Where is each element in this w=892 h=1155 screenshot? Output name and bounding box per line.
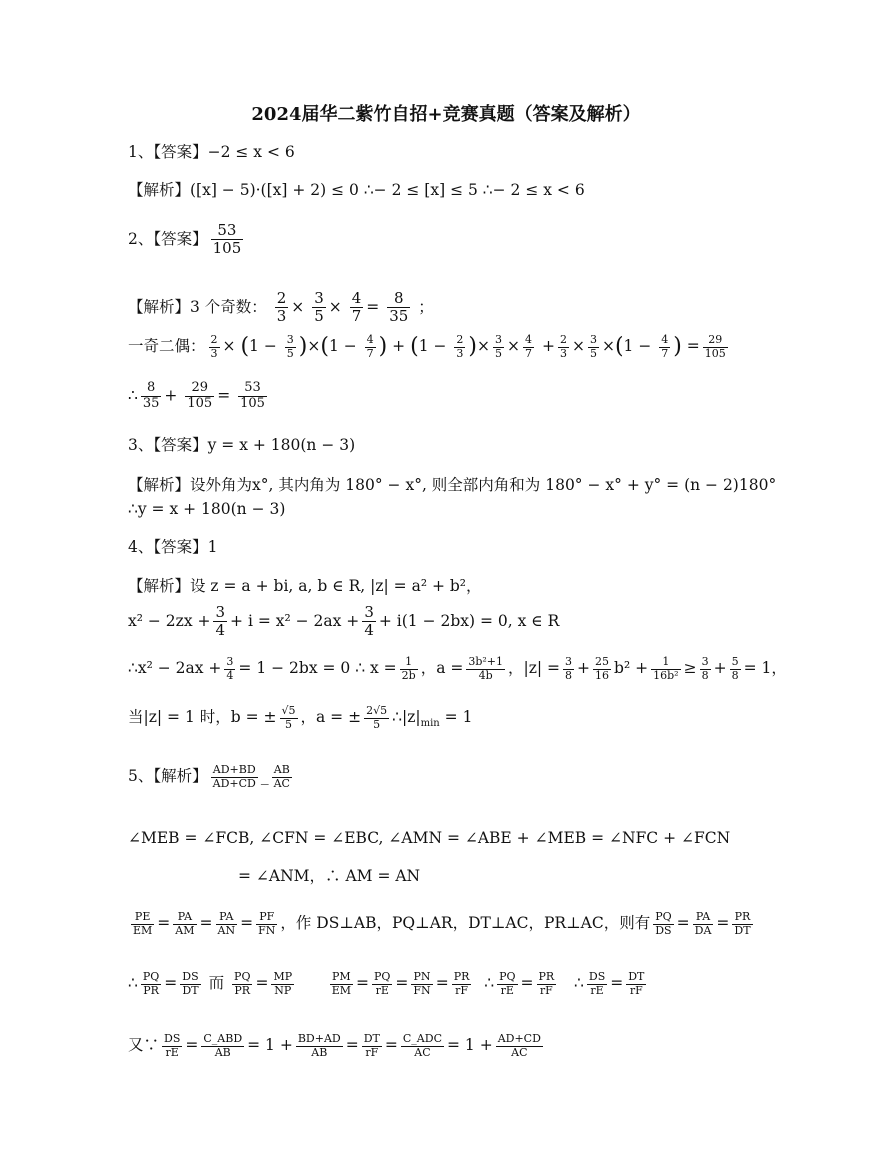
q2-answer-fraction: $\frac{53}{105}$ [212,221,242,258]
q5-angle-1: ∠MEB = ∠FCB, ∠CFN = ∠EBC, ∠AMN = ∠ABE + ∠MEB = ∠NFC + ∠FCN [128,829,731,847]
q3-answer: 3、【答案】y = x + 180(n − 3) [128,436,356,454]
q4-line-4: 当|z| = 1 时，b = ± $\frac{√5}{5}$ ，a = ± $\frac{2√5}{5}$ $\therefore|z|_{min} = 1$ [128,704,473,731]
q5-ratio-line-2: ∴ $\frac{PQ}{PR}$ = $\frac{DS}{DT}$ 而 $\frac{PQ}{PR}$ = $\frac{MP}{NP}$ $\frac{PM}{EM}$ = $\frac{PQ}{rE}$ = $\frac{PN}{FN}$ = $\frac{PR}{rF}$ ∴ $\frac{PQ}{rE}$ = $\frac{PR}{rF}$ ∴ $\frac{DS}{rE}$ = $\frac{DT}{rF}$ [128,970,645,997]
q4-answer: 4、【答案】1 [128,538,218,556]
q2-mixed-line: 一奇二偶： $\frac{2}{3}$ × (1 − $\frac{3}{5}$ )×(1 − $\frac{4}{7}$ ) + (1 − $\frac{2}{3}$ )× $\frac{3}{5}$ × $\frac{4}{7}$ + $\frac{2}{3}$ × $\frac{3}{5}$ ×(1 − $\frac{4}{7}$ ) = $\frac{29}{105}$ [128,333,726,360]
page-title: 2024届华二紫竹自招+竞赛真题（答案及解析） [251,104,641,125]
q5-ratio-line-1: $\frac{PE}{EM}$ = $\frac{PA}{AM}$ = $\frac{PA}{AN}$ = $\frac{PF}{FN}$ ，作 DS⊥AB，PQ⊥AR，DT⊥AC，PR⊥AC，则有 $\frac{PQ}{DS}$ = $\frac{PA}{DA}$ = $\frac{PR}{DT}$ [133,910,751,937]
q3-analysis-1: 【解析】设外角为x°, 其内角为 180° − x°, 则全部内角和为 180° − x° + y° = (n − 2)180° [128,476,777,494]
q4-line-3: ∴x² − 2ax + $\frac{3}{4}$ = 1 − 2bx = 0 ∴ x = $\frac{1}{2b}$ ，a = $\frac{\text{3b²+1}}{4b}$ ，|z| = $\frac{3}{8}$ + $\frac{25}{16}$ b² + $\frac{1}{\text{16b²}}$ ≥ $\frac{3}{8}$ + $\frac{5}{8}$ = 1， [128,655,787,682]
q5-header: 5、【解析】 $\frac{AD+BD}{AD+CD}$ _ $\frac{AB}{AC}$ [128,763,290,790]
q5-ratio-line-3: 又∵ $\frac{DS}{rE}$ = $\frac{\text{C\_ABD}}{AB}$ = 1 + $\frac{BD+AD}{AB}$ = $\frac{DT}{rF}$ = $\frac{\text{C\_ADC}}{AC}$ = 1 + $\frac{AD+CD}{AC}$ [128,1032,541,1059]
q3-analysis-2: ∴y = x + 180(n − 3) [128,500,286,518]
q1-answer: 1、【答案】−2 ≤ x < 6 [128,143,295,161]
q1-analysis: 【解析】([x] − 5)·([x] + 2) ≤ 0 ∴− 2 ≤ [x] ≤ 5 ∴− 2 ≤ x < 6 [128,181,585,199]
q5-angle-2: = ∠ANM，∴ AM = AN [238,867,421,885]
q2-sum-line: ∴ $\frac{8}{35}$ + $\frac{29}{105}$ = $\frac{53}{105}$ [128,380,265,411]
q2-answer [128,222,246,258]
q2-answer-prefix: 2、【答案】 [128,229,208,248]
q2-odd-line: 【解析】3 个奇数： $\frac{2}{3}$ × $\frac{3}{5}$ × $\frac{4}{7}$ = $\frac{8}{35}$ ； [128,289,434,326]
q4-line-1: 【解析】设 z = a + bi, a, b ∈ R, |z| = a² + b²， [128,577,482,595]
q4-line-2: x² − 2zx + $\frac{3}{4}$ + i = x² − 2ax + $\frac{3}{4}$ + i(1 − 2bx) = 0, x ∈ R [128,603,560,640]
